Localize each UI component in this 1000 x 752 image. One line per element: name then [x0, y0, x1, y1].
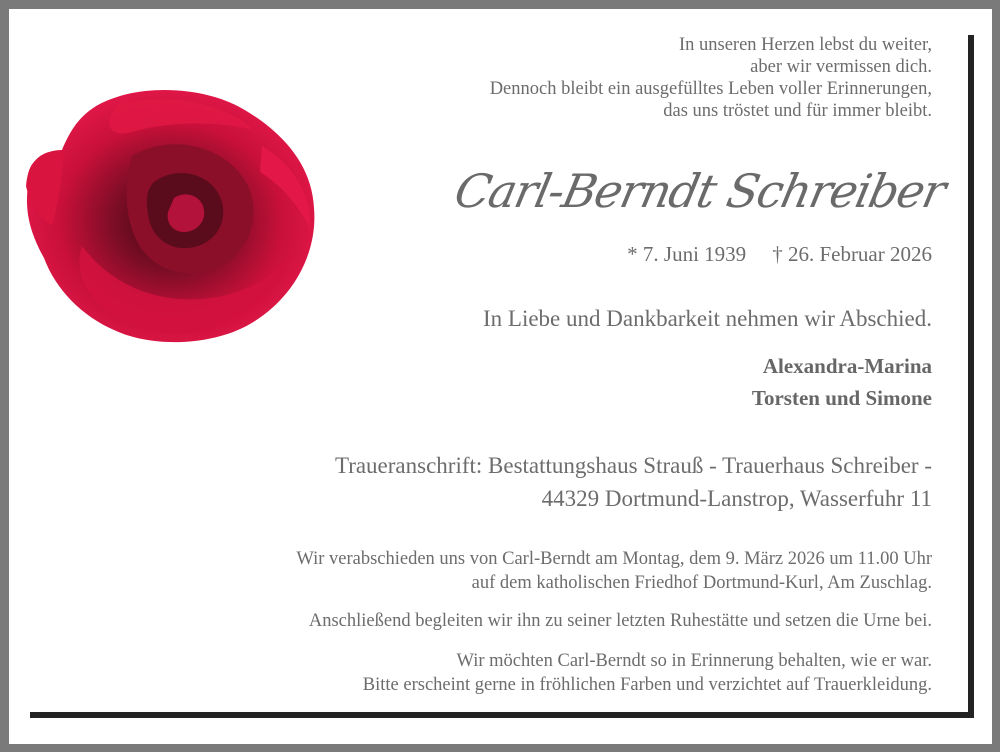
- frame-line-right: [968, 35, 974, 718]
- family-names: [752, 350, 932, 414]
- frame-line-bottom: [30, 712, 974, 718]
- note-line: Wir möchten Carl-Berndt so in Erinnerung behalten, wie er war.: [456, 651, 932, 671]
- burial-info: Anschließend begleiten wir ihn zu seiner letzten Ruhestätte und setzen die Urne bei.: [308, 611, 932, 631]
- family-member: Alexandra-Marina: [762, 354, 932, 378]
- mourning-address: [335, 449, 932, 515]
- dress-code-note: [363, 649, 932, 697]
- farewell-text: In Liebe und Dankbarkeit nehmen wir Abschied.: [482, 306, 932, 331]
- service-info: [296, 547, 932, 595]
- address-line: Traueranschrift: Bestattungshaus Strauß - Trauerhaus Schreiber -: [334, 453, 932, 478]
- deceased-name: Carl-Berndt Schreiber: [449, 164, 950, 218]
- note-line: Bitte erscheint gerne in fröhlichen Farben und verzichtet auf Trauerkleidung.: [362, 675, 932, 695]
- service-line: Wir verabschieden uns von Carl-Berndt am Montag, dem 9. März 2026 um 11.00 Uhr: [296, 549, 932, 569]
- poem-line: In unseren Herzen lebst du weiter,: [678, 35, 932, 55]
- death-date: † 26. Februar 2026: [772, 242, 932, 266]
- address-line: 44329 Dortmund-Lanstrop, Wasserfuhr 11: [541, 486, 932, 511]
- birth-date: * 7. Juni 1939: [627, 242, 747, 266]
- life-dates: [627, 242, 932, 267]
- family-member: Torsten und Simone: [751, 386, 932, 410]
- service-line: auf dem katholischen Friedhof Dortmund-Kurl, Am Zuschlag.: [471, 573, 932, 593]
- poem-line: aber wir vermissen dich.: [750, 57, 932, 77]
- poem-line: Dennoch bleibt ein ausgefülltes Leben voller Erinnerungen,: [489, 79, 932, 99]
- poem-line: das uns tröstet und für immer bleibt.: [663, 101, 932, 121]
- rose-image-icon: [22, 86, 318, 346]
- poem: [490, 34, 932, 122]
